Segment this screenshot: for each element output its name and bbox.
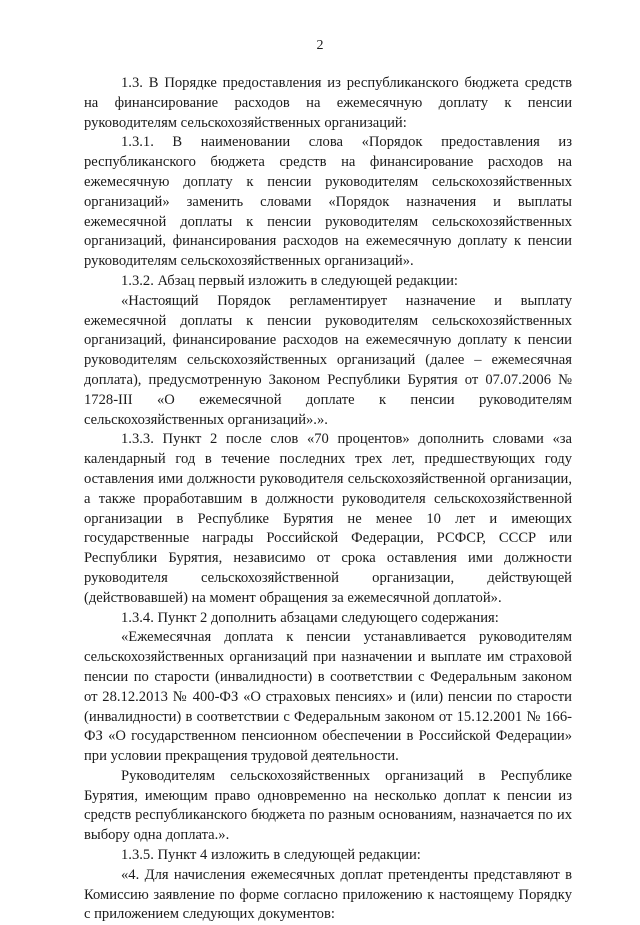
paragraph-1-3-4-quote-2: Руководителям сельскохозяйственных организаций в Республике Бурятия, имеющим право одновременно на несколько доплат к пенсии из средств республиканского бюджета по разным основаниям, назначается по их выбору одна доплата.». — [84, 767, 572, 844]
document-body — [84, 74, 572, 925]
paragraph-1-3-1: 1.3.1. В наименовании слова «Порядок предоставления из республиканского бюджета средств на финансирование расходов на ежемесячную доплату к пенсии руководителям сельскохозяйственных организаций» заменить словами «Порядок назначения и выплаты ежемесячной доплаты к пенсии руководителям сельскохозяйственных организаций, финансирования расходов на ежемесячную доплату к пенсии руководителям сельскохозяйственных организаций». — [84, 134, 572, 270]
paragraph-1-3-5: 1.3.5. Пункт 4 изложить в следующей редакции: — [121, 847, 421, 864]
paragraph-1-3-2: 1.3.2. Абзац первый изложить в следующей редакции: — [121, 272, 458, 289]
paragraph-1-3: 1.3. В Порядке предоставления из республиканского бюджета средств на финансирование расходов на ежемесячную доплату к пенсии руководителям сельскохозяйственных организаций: — [84, 75, 572, 131]
paragraph-1-3-2-quote: «Настоящий Порядок регламентирует назначение и выплату ежемесячной доплаты к пенсии руководителям сельскохозяйственных организаций, финансирование расходов на ежемесячную доплату к пенсии руководителям сельскохозяйственных организаций (далее – ежемесячная доплата), предусмотренную Законом Республики Бурятия от 07.07.2006 № 1728-III «О ежемесячной доплате к пенсии руководителям сельскохозяйственных организаций».». — [84, 292, 572, 428]
paragraph-1-3-4: 1.3.4. Пункт 2 дополнить абзацами следующего содержания: — [121, 609, 499, 626]
paragraph-1-3-4-quote-1: «Ежемесячная доплата к пенсии устанавливается руководителям сельскохозяйственных организаций при назначении и выплате им страховой пенсии по старости (инвалидности) в соответствии с Федеральным законом от 28.12.2013 № 400-ФЗ «О страховых пенсиях» и (или) пенсии по старости (инвалидности) в соответствии с Федеральным законом от 15.12.2001 № 166-ФЗ «О государственном пенсионном обеспечении в Российской Федерации» при условии прекращения трудовой деятельности. — [84, 629, 572, 765]
paragraph-1-3-5-quote: «4. Для начисления ежемесячных доплат претенденты представляют в Комиссию заявление по форме согласно приложению к настоящему Порядку с приложением следующих документов: — [84, 866, 572, 923]
page-number: 2 — [316, 38, 324, 53]
paragraph-1-3-3: 1.3.3. Пункт 2 после слов «70 процентов» дополнить словами «за календарный год в течение последних трех лет, предшествующих году оставления ими должности руководителя сельскохозяйственной организации, а также проработавшим в должности руководителя сельскохозяйственной организации в Республике Бурятия не менее 10 лет и имеющих государственные награды Российской Федерации, РСФСР, СССР или Республики Бурятия, независимо от срока оставления ими должности руководителя сельскохозяйственной организации, действующей (действовавшей) на момент обращения за ежемесячной доплатой». — [84, 431, 572, 606]
